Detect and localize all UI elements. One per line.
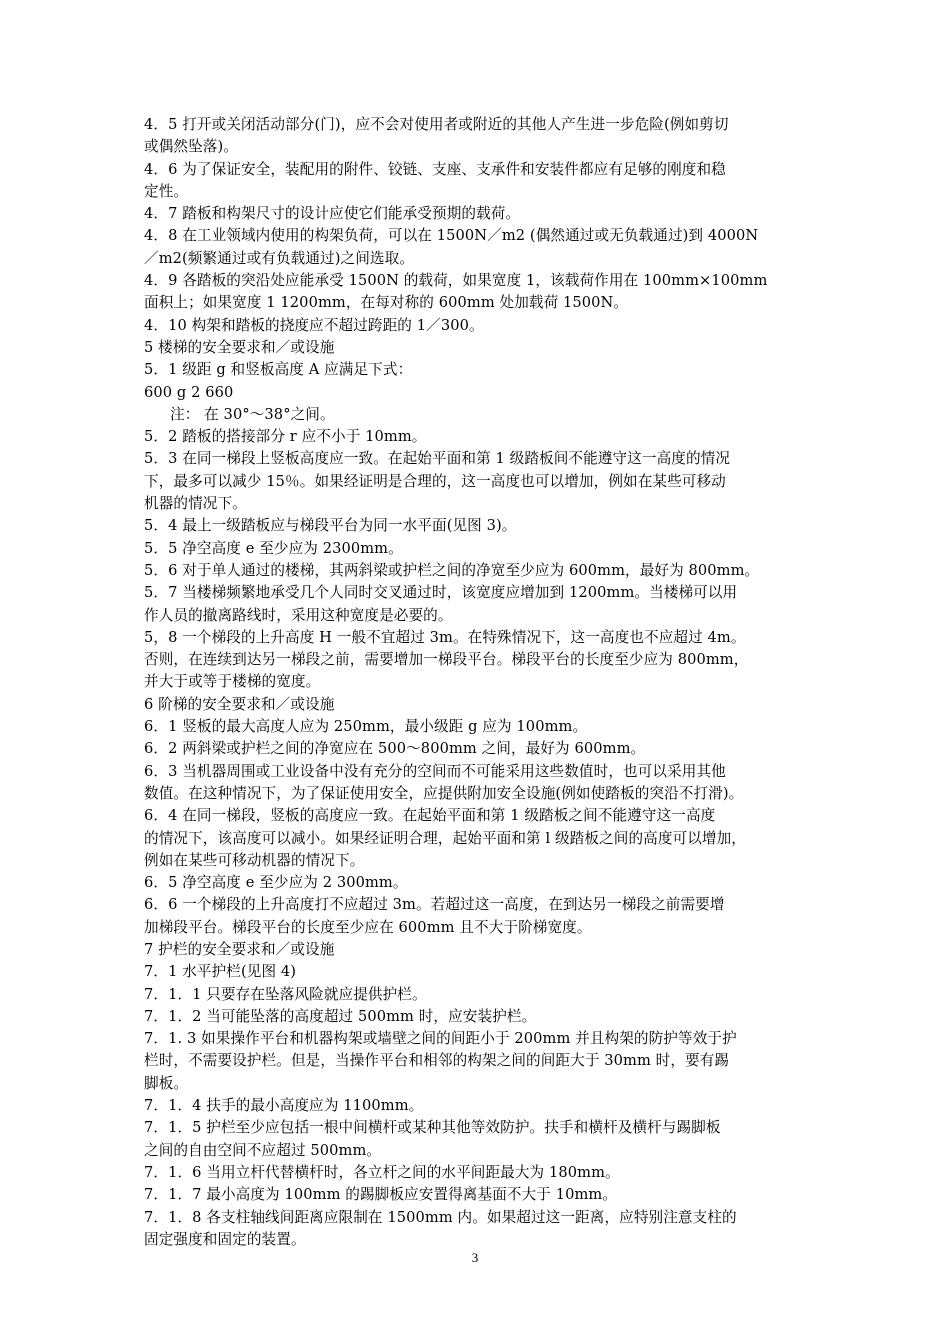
text-line: 作人员的撤离路线时，采用这种宽度是必要的。 (144, 606, 453, 624)
text-line: 栏时，不需要设护栏。但是，当操作平台和相邻的构架之间的间距大于 30mm 时，要有踢 (144, 1052, 730, 1070)
text-line: 定性。 (144, 182, 189, 200)
text-line: 4．9 各踏板的突沿处应能承受 1500N 的载荷，如果宽度 1，该载荷作用在 100mm×100mm (144, 272, 768, 290)
text-line: 5．7 当楼梯频繁地承受几个人同时交叉通过时，该宽度应增加到 1200mm。当楼梯可以用 (144, 584, 738, 602)
text-line: 数值。在这种情况下，为了保证使用安全，应提供附加安全设施(例如使踏板的突沿不打滑)。 (144, 784, 744, 802)
text-line: 4．10 构架和踏板的挠度应不超过跨距的 1／300。 (144, 316, 484, 334)
text-line: 7．1．7 最小高度为 100mm 的踢脚板应安置得离基面不大于 10mm。 (144, 1186, 618, 1204)
text-line: 7．1．5 护栏至少应包括一根中间横杆或某种其他等效防护。扶手和横杆及横杆与踢脚板 (144, 1119, 721, 1137)
page-number: 3 (471, 1250, 479, 1265)
text-line: 脚板。 (144, 1074, 189, 1092)
text-line: 5．6 对于单人通过的楼梯，其两斜梁或护栏之间的净宽至少应为 600mm，最好为 800mm。 (144, 561, 760, 579)
note-line: 注： 在 30°～38°之间。 (170, 405, 335, 423)
text-line: 5．4 最上一级踏板应与梯段平台为同一水平面(见图 3)。 (144, 517, 517, 535)
formula-line: 600 g 2 660 (144, 383, 234, 401)
section-heading: 5 楼梯的安全要求和／或设施 (144, 338, 335, 356)
section-heading: 7 护栏的安全要求和／或设施 (144, 940, 335, 958)
text-line: 或偶然坠落)。 (144, 138, 238, 156)
text-line: 4．6 为了保证安全，装配用的附件、铰链、支座、支承件和安装件都应有足够的刚度和稳 (144, 160, 726, 178)
text-line: 6．5 净空高度 e 至少应为 2 300mm。 (144, 874, 408, 892)
text-line: 下，最多可以减少 15％。如果经证明是合理的，这一高度也可以增加，例如在某些可移动 (144, 472, 726, 490)
text-line: 7．1 水平护栏(见图 4) (144, 963, 297, 981)
text-line: 6．1 竖板的最大高度人应为 250mm，最小级距 g 应为 100mm。 (144, 718, 588, 736)
body-text (144, 114, 816, 1251)
text-line: 否则，在连续到达另一梯段之前，需要增加一梯段平台。梯段平台的长度至少应为 800mm， (144, 651, 749, 669)
text-line: 的情况下，该高度可以减小。如果经证明合理，起始平面和第 l 级踏板之间的高度可以增加， (144, 829, 746, 847)
text-line: 并大于或等于楼梯的宽度。 (144, 673, 321, 691)
text-line: 5．1 级距 g 和竖板高度 A 应满足下式： (144, 361, 413, 379)
text-line: 6．4 在同一梯段，竖板的高度应一致。在起始平面和第 1 级踏板之间不能遵守这一高度 (144, 807, 716, 825)
text-line: 5．5 净空高度 e 至少应为 2300mm。 (144, 539, 403, 557)
text-line: 6．3 当机器周围或工业设备中没有充分的空间而不可能采用这些数值时，也可以采用其他 (144, 762, 726, 780)
text-line: 机器的情况下。 (144, 495, 247, 513)
text-line: 7．1．6 当用立杆代替横杆时，各立杆之间的水平间距最大为 180mm。 (144, 1163, 620, 1181)
text-line: 7．1．4 扶手的最小高度应为 1100mm。 (144, 1097, 424, 1115)
text-line: 加梯段平台。梯段平台的长度至少应在 600mm 且不大于阶梯宽度。 (144, 918, 592, 936)
text-line: 例如在某些可移动机器的情况下。 (144, 851, 365, 869)
text-line: 4．7 踏板和构架尺寸的设计应使它们能承受预期的载荷。 (144, 205, 521, 223)
text-line: 之间的自由空间不应超过 500mm。 (144, 1141, 382, 1159)
text-line: 7．1．2 当可能坠落的高度超过 500mm 时，应安装护栏。 (144, 1007, 537, 1025)
text-line: 5．3 在同一梯段上竖板高度应一致。在起始平面和第 1 级踏板间不能遵守这一高度的情况 (144, 450, 731, 468)
text-line: 7．1．1 只要存在坠落风险就应提供护栏。 (144, 985, 427, 1003)
text-line: 4．8 在工业领域内使用的构架负荷，可以在 1500N／m2 (偶然通过或无负载通过)到 4000N (144, 227, 759, 245)
text-line: 固定强度和固定的装置。 (144, 1230, 306, 1248)
section-heading: 6 阶梯的安全要求和／或设施 (144, 695, 335, 713)
text-line: 4．5 打开或关闭活动部分(门)，应不会对使用者或附近的其他人产生进一步危险(例如剪切 (144, 116, 729, 133)
text-line: 7．1. 3 如果操作平台和机器构架或墙壁之间的间距小于 200mm 并且构架的防护等效于护 (144, 1030, 737, 1048)
text-line: 5．2 踏板的搭接部分 r 应不小于 10mm。 (144, 428, 427, 446)
text-line: 7．1．8 各支柱轴线间距离应限制在 1500mm 内。如果超过这一距离，应特别注意支柱的 (144, 1208, 737, 1226)
text-line: 6．2 两斜梁或护栏之间的净宽应在 500～800mm 之间，最好为 600mm。 (144, 740, 646, 758)
text-line: 5，8 一个梯段的上升高度 H 一般不宜超过 3m。在特殊情况下，这一高度也不应超过 4m。 (144, 628, 746, 646)
text-line: 面积上；如果宽度 1 1200mm，在每对称的 600mm 处加载荷 1500N。 (144, 294, 629, 312)
text-line: ／m2(频繁通过或有负载通过)之间选取。 (144, 249, 415, 267)
text-line: 6．6 一个梯段的上升高度打不应超过 3m。若超过这一高度，在到达另一梯段之前需要增 (144, 896, 725, 914)
